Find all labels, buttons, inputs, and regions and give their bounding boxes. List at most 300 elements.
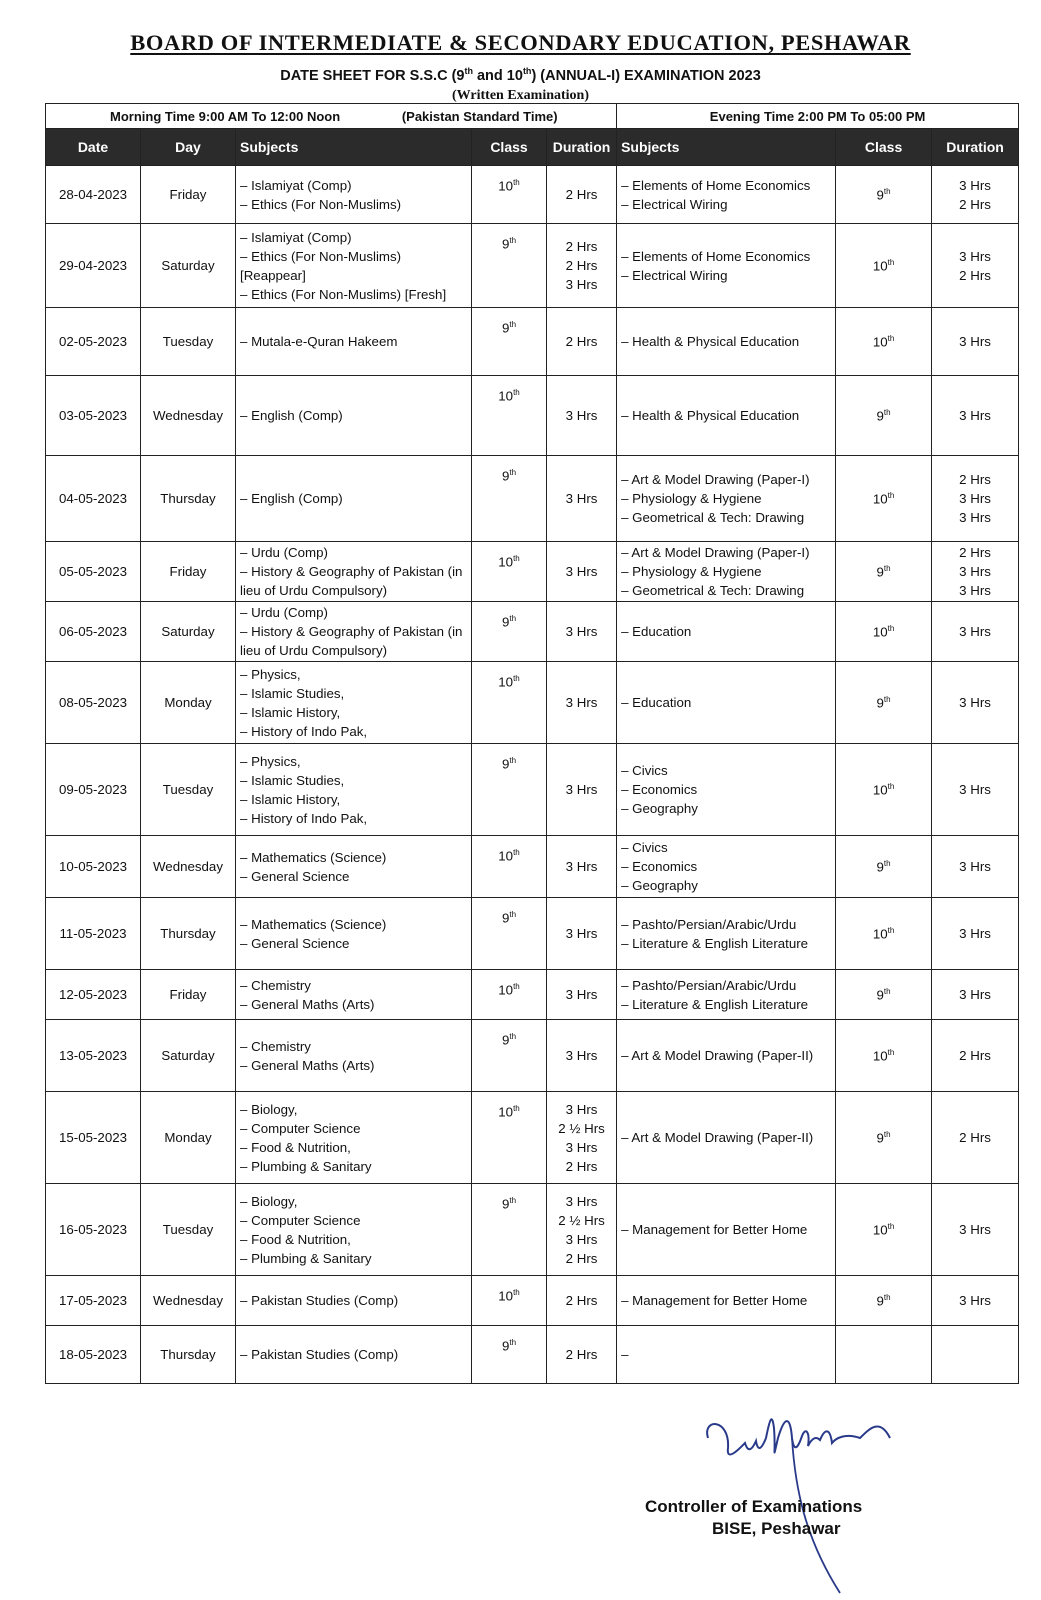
exam-day: Tuesday	[141, 1184, 236, 1276]
evening-subjects	[617, 456, 836, 542]
cell-line: – General Maths (Arts)	[240, 996, 375, 1012]
cell-line: – Pakistan Studies (Comp)	[240, 1347, 399, 1362]
class-number: 9	[501, 614, 510, 630]
exam-date: 17-05-2023	[46, 1276, 141, 1326]
cell-line: – Economics	[621, 782, 698, 797]
cell-line: – Art & Model Drawing (Paper-I)	[621, 472, 810, 487]
exam-day: Monday	[141, 662, 236, 744]
cell-line: 2 Hrs	[565, 258, 598, 273]
cell-line: 2 Hrs	[959, 1048, 991, 1063]
class-number: 10	[872, 1048, 888, 1064]
morning-subjects	[236, 898, 472, 970]
morning-timing	[46, 104, 617, 129]
cell-line: 2 Hrs	[565, 239, 598, 254]
morning-class	[472, 542, 547, 602]
evening-subjects	[617, 224, 836, 308]
schedule-row	[46, 456, 1019, 542]
cell-line: – Physics,	[240, 753, 301, 769]
cell-line: – Islamiyat (Comp)	[240, 229, 352, 245]
schedule-row	[46, 542, 1019, 602]
schedule-row	[46, 836, 1019, 898]
class-suffix: th	[883, 858, 891, 868]
exam-date: 11-05-2023	[46, 898, 141, 970]
morning-duration	[547, 602, 617, 662]
morning-subjects	[236, 166, 472, 224]
bise-peshawar: BISE, Peshawar	[712, 1519, 841, 1538]
class-number: 9	[501, 1338, 510, 1354]
morning-duration	[547, 1184, 617, 1276]
schedule-body	[46, 166, 1019, 1384]
column-header-row	[46, 129, 1019, 166]
cell-line: 3 Hrs	[565, 491, 598, 506]
schedule-row	[46, 744, 1019, 836]
cell-line: – Plumbing & Sanitary	[240, 1250, 372, 1266]
class-suffix: th	[883, 186, 891, 196]
evening-subjects	[617, 1184, 836, 1276]
exam-date: 03-05-2023	[46, 376, 141, 456]
class-number: 9	[501, 1196, 510, 1212]
cell-line: 3 Hrs	[959, 1293, 991, 1308]
class-suffix: th	[509, 910, 517, 919]
cell-line: – Art & Model Drawing (Paper-I)	[621, 545, 810, 560]
exam-date: 05-05-2023	[46, 542, 141, 602]
morning-class	[472, 744, 547, 836]
cell-line: – General Science	[240, 935, 350, 951]
class-number: 10	[498, 674, 514, 690]
morning-subjects	[236, 836, 472, 898]
evening-class	[836, 224, 932, 308]
cell-line: 3 Hrs	[565, 859, 598, 874]
class-number: 9	[876, 187, 884, 203]
class-number: 9	[501, 320, 510, 336]
morning-duration	[547, 744, 617, 836]
exam-date: 08-05-2023	[46, 662, 141, 744]
exam-day: Wednesday	[141, 836, 236, 898]
morning-duration	[547, 224, 617, 308]
cell-line: 3 Hrs	[959, 491, 991, 506]
evening-duration	[932, 308, 1019, 376]
cell-line: 3 Hrs	[565, 408, 598, 423]
evening-subjects	[617, 602, 836, 662]
morning-subjects	[236, 456, 472, 542]
cell-line: – Computer Science	[240, 1120, 361, 1136]
cell-line: lieu of Urdu Compulsory)	[240, 583, 388, 598]
schedule-row	[46, 1276, 1019, 1326]
class-number: 9	[876, 408, 884, 424]
cell-line: – Electrical Wiring	[621, 196, 728, 212]
morning-class	[472, 1020, 547, 1092]
class-number: 9	[876, 695, 884, 711]
exam-date: 18-05-2023	[46, 1326, 141, 1384]
class-number: 9	[876, 1130, 884, 1146]
evening-subjects	[617, 376, 836, 456]
morning-duration	[547, 836, 617, 898]
class-suffix: th	[513, 388, 520, 397]
evening-class	[836, 1326, 932, 1384]
cell-line: 3 Hrs	[565, 926, 598, 941]
class-number: 10	[498, 1104, 514, 1120]
morning-subjects	[236, 744, 472, 836]
schedule-row	[46, 662, 1019, 744]
cell-line: – Elements of Home Economics	[621, 248, 811, 264]
class-suffix: th	[509, 614, 517, 623]
exam-day: Friday	[141, 166, 236, 224]
evening-duration	[932, 898, 1019, 970]
class-suffix: th	[883, 694, 891, 704]
class-suffix: th	[513, 1288, 520, 1297]
cell-line: [Reappear]	[240, 267, 306, 283]
morning-duration	[547, 1326, 617, 1384]
evening-duration	[932, 836, 1019, 898]
cell-line: – Plumbing & Sanitary	[240, 1158, 372, 1174]
class-suffix: th	[887, 257, 895, 267]
evening-duration	[932, 1326, 1019, 1384]
class-suffix: th	[509, 1196, 517, 1205]
class-number: 9	[501, 236, 510, 252]
cell-line: – Economics	[621, 859, 698, 874]
schedule-row	[46, 898, 1019, 970]
cell-line: 3 Hrs	[565, 1101, 598, 1117]
cell-line: – Urdu (Comp)	[240, 545, 328, 560]
evening-class	[836, 1020, 932, 1092]
exam-date: 02-05-2023	[46, 308, 141, 376]
evening-subjects	[617, 744, 836, 836]
class-number: 10	[498, 388, 514, 404]
cell-line: – Pashto/Persian/Arabic/Urdu	[621, 977, 797, 993]
cell-line: 2 Hrs	[959, 1130, 991, 1145]
cell-line: 2 Hrs	[565, 334, 598, 349]
cell-line: 3 Hrs	[565, 1139, 598, 1155]
cell-line: 2 ½ Hrs	[558, 1212, 605, 1228]
cell-line: – Management for Better Home	[621, 1222, 808, 1237]
evening-duration	[932, 224, 1019, 308]
morning-duration	[547, 1020, 617, 1092]
cell-line: – Physiology & Hygiene	[621, 491, 762, 506]
cell-line: –	[621, 1347, 629, 1362]
cell-line: – Biology,	[240, 1101, 298, 1117]
morning-class	[472, 970, 547, 1020]
cell-line: – Geometrical & Tech: Drawing	[621, 510, 805, 525]
morning-subjects	[236, 308, 472, 376]
exam-date: 12-05-2023	[46, 970, 141, 1020]
class-number: 9	[501, 756, 510, 772]
evening-subjects	[617, 542, 836, 602]
cell-line: – Geography	[621, 878, 698, 893]
morning-subjects	[236, 1184, 472, 1276]
morning-class	[472, 602, 547, 662]
class-number: 9	[501, 1032, 510, 1048]
exam-date: 15-05-2023	[46, 1092, 141, 1184]
date-sheet-table	[45, 103, 1019, 1384]
class-number: 10	[498, 848, 514, 864]
exam-date: 13-05-2023	[46, 1020, 141, 1092]
evening-duration	[932, 744, 1019, 836]
morning-time: Morning Time 9:00 AM To 12:00 Noon	[110, 108, 341, 124]
cell-line: – Management for Better Home	[621, 1293, 808, 1308]
morning-class	[472, 1092, 547, 1184]
cell-line: – Computer Science	[240, 1212, 361, 1228]
evening-subjects	[617, 970, 836, 1020]
cell-line: 3 Hrs	[565, 624, 598, 639]
evening-duration	[932, 542, 1019, 602]
morning-duration	[547, 1092, 617, 1184]
col-subjects: Subjects	[236, 129, 472, 166]
cell-line: – Islamic Studies,	[240, 685, 345, 701]
schedule-row	[46, 1184, 1019, 1276]
cell-line: 2 Hrs	[959, 267, 991, 283]
cell-line: 3 Hrs	[959, 1222, 991, 1237]
class-number: 9	[876, 859, 884, 875]
cell-line: 2 Hrs	[959, 545, 991, 560]
morning-duration	[547, 376, 617, 456]
cell-line: – Literature & English Literature	[621, 935, 809, 951]
cell-line: – Mutala-e-Quran Hakeem	[240, 334, 398, 349]
class-suffix: th	[887, 781, 895, 791]
schedule-row	[46, 970, 1019, 1020]
col-duration-evening: Duration	[932, 129, 1019, 166]
cell-line: – Geography	[621, 801, 698, 816]
class-number: 9	[501, 468, 510, 484]
morning-duration	[547, 542, 617, 602]
class-number: 10	[872, 624, 888, 640]
evening-time: Evening Time 2:00 PM To 05:00 PM	[617, 104, 1019, 129]
exam-day: Saturday	[141, 1020, 236, 1092]
evening-class	[836, 744, 932, 836]
cell-line: – History & Geography of Pakistan (in	[240, 564, 463, 579]
schedule-row	[46, 166, 1019, 224]
cell-line: – Art & Model Drawing (Paper-II)	[621, 1130, 814, 1145]
evening-subjects	[617, 308, 836, 376]
morning-subjects	[236, 542, 472, 602]
morning-subjects	[236, 1092, 472, 1184]
morning-class	[472, 1184, 547, 1276]
morning-subjects	[236, 970, 472, 1020]
exam-date: 09-05-2023	[46, 744, 141, 836]
cell-line: – Ethics (For Non-Muslims)	[240, 196, 402, 212]
evening-duration	[932, 1020, 1019, 1092]
cell-line: – Ethics (For Non-Muslims)	[240, 248, 402, 264]
evening-class	[836, 970, 932, 1020]
class-suffix: th	[513, 1104, 520, 1113]
cell-line: 2 Hrs	[959, 196, 991, 212]
controller-of-examinations: Controller of Examinations	[645, 1497, 863, 1516]
cell-line: – Islamic History,	[240, 791, 341, 807]
class-suffix: th	[887, 925, 895, 935]
cell-line: – English (Comp)	[240, 408, 343, 423]
class-suffix: th	[883, 563, 891, 573]
exam-date: 29-04-2023	[46, 224, 141, 308]
cell-line: – Civics	[621, 840, 668, 855]
class-suffix: th	[509, 1032, 517, 1041]
class-number: 9	[876, 987, 884, 1003]
evening-class	[836, 1092, 932, 1184]
col-duration: Duration	[547, 129, 617, 166]
class-number: 10	[498, 554, 514, 570]
class-number: 10	[872, 926, 888, 942]
cell-line: 3 Hrs	[565, 1048, 598, 1063]
class-number: 10	[872, 491, 888, 507]
morning-class	[472, 166, 547, 224]
cell-line: – General Maths (Arts)	[240, 1057, 375, 1073]
class-suffix: th	[509, 320, 517, 329]
morning-class	[472, 898, 547, 970]
class-suffix: th	[887, 1047, 895, 1057]
cell-line: 3 Hrs	[959, 564, 991, 579]
cell-line: – Mathematics (Science)	[240, 916, 387, 932]
class-suffix: th	[887, 333, 895, 343]
evening-class	[836, 1184, 932, 1276]
evening-subjects	[617, 1326, 836, 1384]
cell-line: 3 Hrs	[565, 987, 598, 1002]
class-number: 9	[876, 564, 884, 580]
evening-class	[836, 1276, 932, 1326]
cell-line: 2 Hrs	[565, 1250, 598, 1266]
exam-day: Monday	[141, 1092, 236, 1184]
board-title: BOARD OF INTERMEDIATE & SECONDARY EDUCATION, PESHAWAR	[130, 30, 911, 55]
cell-line: 3 Hrs	[959, 408, 991, 423]
cell-line: 3 Hrs	[959, 859, 991, 874]
cell-line: – Food & Nutrition,	[240, 1231, 351, 1247]
pakistan-standard-time: (Pakistan Standard Time)	[401, 108, 558, 124]
cell-line: – Urdu (Comp)	[240, 605, 328, 620]
cell-line: – Pakistan Studies (Comp)	[240, 1293, 399, 1308]
evening-subjects	[617, 898, 836, 970]
cell-line: 2 Hrs	[959, 472, 991, 487]
cell-line: – Islamic Studies,	[240, 772, 345, 788]
cell-line: – Health & Physical Education	[621, 408, 800, 423]
cell-line: – Art & Model Drawing (Paper-II)	[621, 1048, 814, 1063]
evening-class	[836, 456, 932, 542]
class-number: 10	[872, 334, 888, 350]
morning-duration	[547, 1276, 617, 1326]
schedule-row	[46, 602, 1019, 662]
cell-line: – Islamiyat (Comp)	[240, 177, 352, 193]
morning-subjects	[236, 662, 472, 744]
exam-day: Saturday	[141, 224, 236, 308]
cell-line: – Physics,	[240, 666, 301, 682]
morning-duration	[547, 456, 617, 542]
cell-line: – Mathematics (Science)	[240, 849, 387, 865]
cell-line: – Education	[621, 695, 692, 710]
cell-line: – Islamic History,	[240, 704, 341, 720]
morning-subjects	[236, 1020, 472, 1092]
schedule-row	[46, 1326, 1019, 1384]
exam-day: Wednesday	[141, 1276, 236, 1326]
exam-date: 10-05-2023	[46, 836, 141, 898]
col-date: Date	[46, 129, 141, 166]
cell-line: 3 Hrs	[959, 248, 991, 264]
class-number: 9	[501, 910, 510, 926]
cell-line: 3 Hrs	[959, 510, 991, 525]
exam-day: Wednesday	[141, 376, 236, 456]
exam-day: Thursday	[141, 898, 236, 970]
evening-subjects	[617, 1276, 836, 1326]
evening-duration	[932, 602, 1019, 662]
cell-line: 2 Hrs	[565, 1293, 598, 1308]
class-suffix: th	[887, 490, 895, 500]
cell-line: – Physiology & Hygiene	[621, 564, 762, 579]
class-suffix: th	[513, 848, 520, 857]
schedule-row	[46, 224, 1019, 308]
class-number: 10	[872, 782, 888, 798]
cell-line: 3 Hrs	[565, 695, 598, 710]
class-suffix: th	[887, 1221, 895, 1231]
evening-class	[836, 542, 932, 602]
cell-line: 3 Hrs	[565, 564, 598, 579]
cell-line: – Pashto/Persian/Arabic/Urdu	[621, 916, 797, 932]
evening-class	[836, 166, 932, 224]
cell-line: 3 Hrs	[565, 277, 598, 292]
cell-line: – Ethics (For Non-Muslims) [Fresh]	[240, 286, 447, 302]
class-suffix: th	[509, 236, 517, 245]
cell-line: 3 Hrs	[959, 624, 991, 639]
evening-class	[836, 376, 932, 456]
class-suffix: th	[513, 674, 520, 683]
cell-line: 3 Hrs	[565, 1193, 598, 1209]
schedule-row	[46, 376, 1019, 456]
cell-line: 2 Hrs	[565, 187, 598, 202]
evening-class	[836, 308, 932, 376]
evening-duration	[932, 662, 1019, 744]
evening-duration	[932, 1276, 1019, 1326]
cell-line: – Elements of Home Economics	[621, 177, 811, 193]
cell-line: – Food & Nutrition,	[240, 1139, 351, 1155]
class-suffix: th	[513, 982, 520, 991]
class-number: 10	[872, 258, 888, 274]
evening-class	[836, 662, 932, 744]
cell-line: – History of Indo Pak,	[240, 810, 368, 826]
morning-duration	[547, 166, 617, 224]
cell-line: 3 Hrs	[959, 583, 991, 598]
schedule-row	[46, 1020, 1019, 1092]
morning-subjects	[236, 376, 472, 456]
class-number: 10	[498, 178, 514, 194]
col-subjects-evening: Subjects	[617, 129, 836, 166]
morning-class	[472, 1276, 547, 1326]
cell-line: 3 Hrs	[959, 782, 991, 797]
exam-day: Thursday	[141, 456, 236, 542]
evening-subjects	[617, 662, 836, 744]
exam-day: Friday	[141, 970, 236, 1020]
class-suffix: th	[509, 756, 517, 765]
evening-class	[836, 898, 932, 970]
morning-duration	[547, 970, 617, 1020]
morning-class	[472, 662, 547, 744]
evening-subjects	[617, 166, 836, 224]
evening-subjects	[617, 836, 836, 898]
cell-line: – English (Comp)	[240, 491, 343, 506]
evening-duration	[932, 970, 1019, 1020]
evening-duration	[932, 376, 1019, 456]
morning-class	[472, 456, 547, 542]
class-suffix: th	[883, 986, 891, 996]
evening-subjects	[617, 1020, 836, 1092]
exam-date: 28-04-2023	[46, 166, 141, 224]
col-class-evening: Class	[836, 129, 932, 166]
evening-class	[836, 836, 932, 898]
col-day: Day	[141, 129, 236, 166]
cell-line: – General Science	[240, 868, 350, 884]
evening-duration	[932, 456, 1019, 542]
cell-line: – History & Geography of Pakistan (in	[240, 624, 463, 639]
timing-row	[46, 104, 1019, 129]
col-class: Class	[472, 129, 547, 166]
cell-line: 3 Hrs	[959, 926, 991, 941]
morning-subjects	[236, 602, 472, 662]
exam-day: Thursday	[141, 1326, 236, 1384]
morning-duration	[547, 308, 617, 376]
evening-duration	[932, 1092, 1019, 1184]
